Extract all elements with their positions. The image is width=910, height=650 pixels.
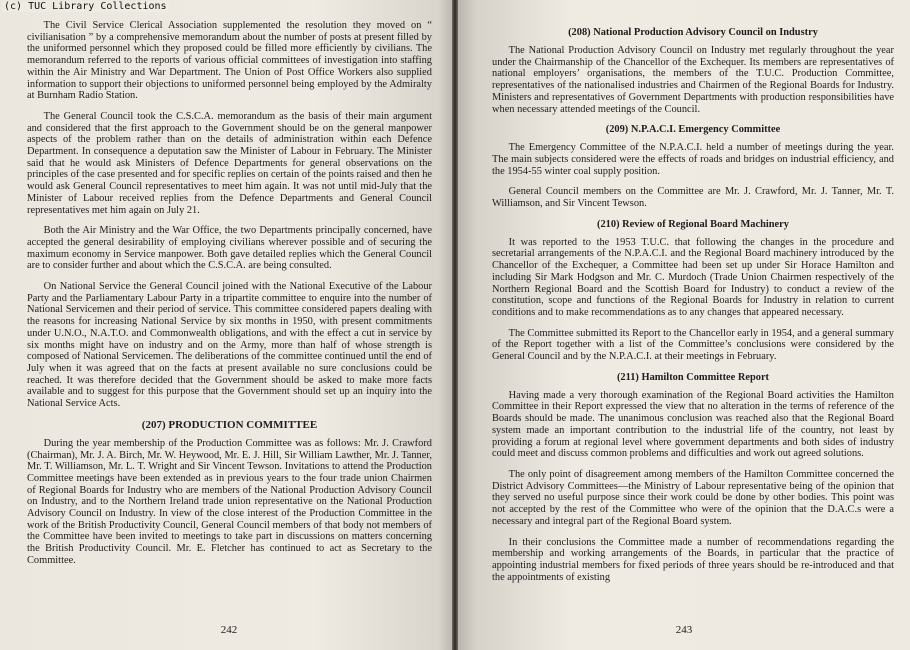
paragraph: The Emergency Committee of the N.P.A.C.I. held a number of meetings during the year. The main subjects considered were the effects of roads and bridges on industrial efficiency, and the 1954-55 winter coal supply position. [492,142,894,177]
paragraph: During the year membership of the Production Committee was as follows: Mr. J. Crawford (Chairman), Mr. J. A. Birch, Mr. W. Heywood, Mr. E. J. Hill, Sir William Lawther, Mr. J. Tanner, Mr. T. Williamson, Mr. L. T. Wright and Sir Vincent Tewson. Invitations to attend the Production Committee meetings have been extended as in previous years to the four trade union Chairmen of Regional Boards for Industry who are members of the National Production Advisory Council on Industry, and to the Northern Ireland trade union representative on the National Production Advisory Council on Industry. In view of the close interest of the Production Committee in the work of the British Productivity Council, General Council members of that body not members of the Committee have been invited to meetings to take part in discussions on matters concerning the British Productivity Council. Mr. E. Fletcher has continued to act as Secretary to the Committee. [27,437,432,566]
paragraph: The Civil Service Clerical Association supplemented the resolution they moved on “ civilianisation ” by a comprehensive memorandum about the number of posts at present filled by the uniformed personnel which they proposed could be filled more efficiently by civilians. The memorandum referred to the reports of various official committees of investigation into staffing within the Air Ministry and War Department. The Union of Post Office Workers also supplied information to support their objections to uniformed personnel being employed by the Admiralty at Burnham Radio Station. [27,20,432,102]
paragraph: In their conclusions the Committee made a number of recommendations regarding the membership and working arrangements of the Boards, in particular that the practice of appointing industrial members for fixed periods of three years should be re-introduced and that the appointments of existing [492,536,894,583]
section-heading-211: (211) Hamilton Committee Report [616,371,770,383]
paragraph: On National Service the General Council joined with the National Executive of the Labour Party and the Parliamentary Labour Party in a tripartite committee to enquire into the number of National Servicemen and their period of service. This committee considered papers dealing with the reasons for increasing National Service by six months in 1950, with present commitments under U.N.O., N.A.T.O. and Commonwealth obligations, and with the effect a cut in service by six months might have on industry and on the Army, more than half of whose strength is composed of National Servicemen. The deliberations of the committee continued until the end of July when it was agreed that on the facts at present available no sure conclusions could be reached. It was therefore decided that the Government should be asked to make more facts available and to suggest for this purpose that the Government should set up an inquiry into the National Service Acts. [27,281,432,410]
left-page [0,0,452,650]
paragraph: The National Production Advisory Council on Industry met regularly throughout the year under the Chairmanship of the Chancellor of the Exchequer. Its members are representatives of national employers’ organisations, the members of the T.U.C. Production Committee, representatives of the nationalised industries and Chairmen of the Regional Boards for Industry. Ministers and representatives of Government Departments with production responsibilities have when necessary attended meetings of the Council. [492,45,894,115]
paragraph: General Council members on the Committee are Mr. J. Crawford, Mr. J. Tanner, Mr. T. Williamson, and Sir Vincent Tewson. [492,186,894,210]
paragraph: It was reported to the 1953 T.U.C. that following the changes in the procedure and secretarial arrangements of the N.P.A.C.I. and the Regional Board machinery introduced by the Chancellor of the Exchequer, a Committee had been set up under Sir Horace Hamilton and including Sir Mark Hodgson and Mr. C. Murdoch (Trade Union Chairmen respectively of the Northern Regional Board and the Scottish Board for Industry) to conduct a review of the constitution, scope and functions of the Regional Boards for Industry in relation to current conditions and to make recommendations as to any changes that appeared necessary. [492,236,894,318]
watermark: (c) TUC Library Collections [4,1,167,12]
paragraph: The only point of disagreement among members of the Hamilton Committee concerned the District Advisory Committees—the Ministry of Labour representative being of the opinion that they served no useful purpose since their work could be done by other bodies. This point was not accepted by the rest of the Committee who were of the opinion that the D.A.C.s were a necessary and integral part of the Regional Board system. [492,468,894,527]
section-heading-207: (207) PRODUCTION COMMITTEE [141,418,318,431]
paragraph: The Committee submitted its Report to the Chancellor early in 1954, and a general summary of the Report together with a list of the Committee’s conclusions were considered by the General Council and by the N.P.A.C.I. at their meetings in February. [492,327,894,363]
paragraph: Both the Air Ministry and the War Office, the two Departments principally concerned, have accepted the general desirability of employing civilians wherever possible and of securing the maximum economy in Service manpower. Both gave detailed replies which the General Council are to consider further and about which the C.S.C.A. are being consulted. [27,225,432,272]
section-heading-208: (208) National Production Advisory Council on Industry [568,27,818,38]
page-number-left: 242 [220,624,238,636]
section-heading-210: (210) Review of Regional Board Machinery [597,218,789,230]
section-heading-209: (209) N.P.A.C.I. Emergency Committee [605,124,781,136]
page-number-right: 243 [675,624,693,636]
right-page [458,0,910,650]
paragraph: The General Council took the C.S.C.A. memorandum as the basis of their main argument and considered that the first approach to the Government should be on the general manpower aspects of the problem rather than on the details of administration within each Defence Department. In consequence a deputation saw the Minister of Labour in February. The Minister said that he would ask Ministers of Defence Departments for general observations on the principles of the case presented and for specific replies on certain of the points raised and then he would ask General Council representatives to meet him again. It was not until mid-July that the Minister of Labour received replies from the Defence Departments and General Council representatives met him again on July 21. [27,110,432,216]
left-top-paragraphs [27,20,432,410]
paragraph: Having made a very thorough examination of the Regional Board activities the Hamilton Committee in their Report expressed the view that no alteration in the terms of reference of the Boards should be made. The unanimous conclusion was reached also that the Regional Board system made an important contribution to the industrial life of the country, not least by providing a forum at regional level where government departments and both sides of industry could meet and discuss common problems and difficulties and work out agreed solutions. [492,389,894,460]
